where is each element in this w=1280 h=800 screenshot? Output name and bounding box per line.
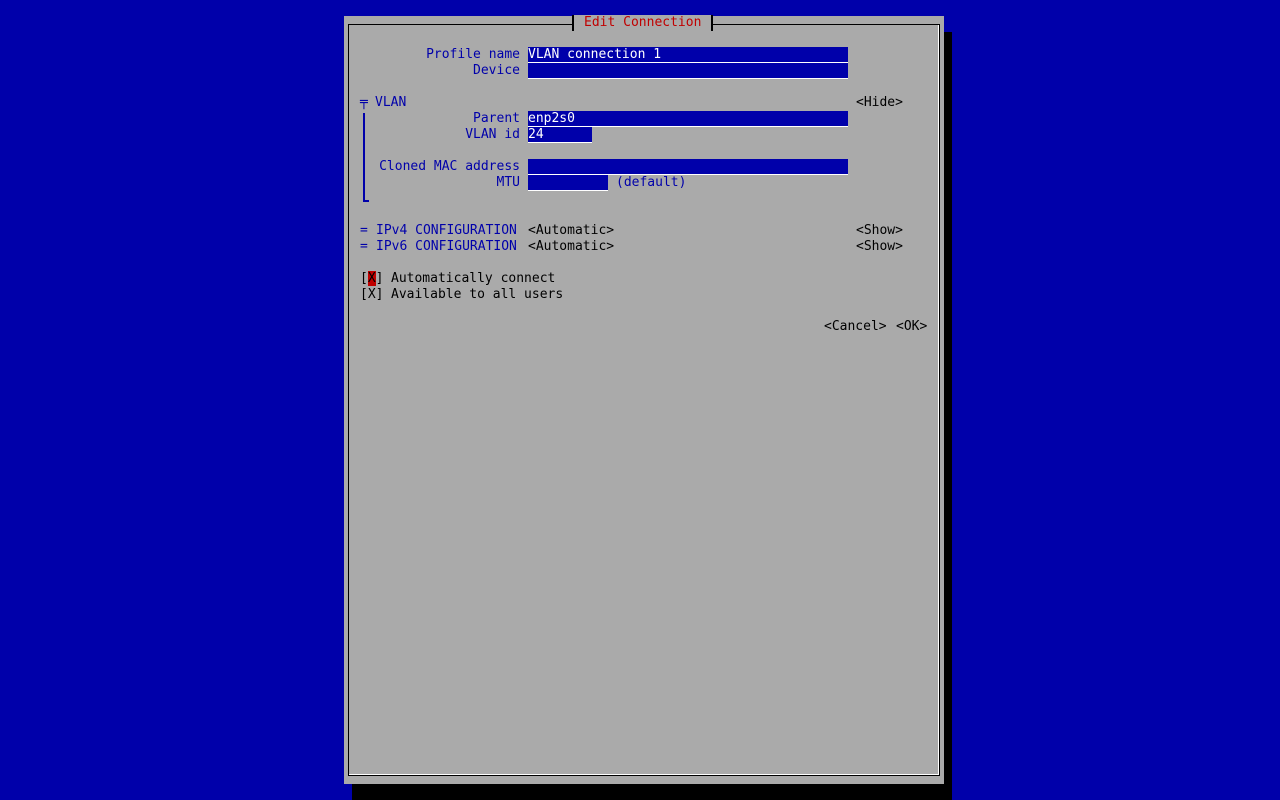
cloned-mac-label: Cloned MAC address xyxy=(379,159,520,174)
ipv6-config-label: IPv6 CONFIGURATION xyxy=(376,239,517,254)
vlan-section-header: VLAN xyxy=(375,95,407,110)
vlan-section-bracket-end xyxy=(363,200,369,202)
ipv4-mode-dropdown[interactable]: <Automatic> xyxy=(528,223,615,238)
auto-connect-check-mark: X xyxy=(367,271,376,286)
dialog-title: Edit Connection xyxy=(572,15,713,31)
profile-name-input[interactable]: VLAN connection 1 xyxy=(528,47,848,63)
mtu-input[interactable] xyxy=(528,175,608,191)
ipv6-section-marker[interactable]: = xyxy=(360,239,368,254)
auto-connect-checkbox[interactable]: [X] xyxy=(360,271,384,286)
cancel-button[interactable]: <Cancel> xyxy=(824,319,887,334)
device-label: Device xyxy=(473,63,520,78)
vlan-id-label: VLAN id xyxy=(465,127,520,142)
ok-button[interactable]: <OK> xyxy=(896,319,928,334)
cloned-mac-input[interactable] xyxy=(528,159,848,175)
ipv4-section-marker[interactable]: = xyxy=(360,223,368,238)
profile-name-label: Profile name xyxy=(426,47,520,62)
all-users-label: Available to all users xyxy=(391,287,564,302)
mtu-label: MTU xyxy=(496,175,520,190)
auto-connect-label: Automatically connect xyxy=(391,271,556,286)
ipv6-show-button[interactable]: <Show> xyxy=(856,239,903,254)
vlan-id-input[interactable]: 24 xyxy=(528,127,592,143)
device-input[interactable] xyxy=(528,63,848,79)
ipv6-mode-dropdown[interactable]: <Automatic> xyxy=(528,239,615,254)
vlan-section-marker[interactable]: ╤ xyxy=(360,95,368,110)
edit-connection-dialog xyxy=(344,16,944,784)
mtu-default-hint: (default) xyxy=(616,175,687,190)
ipv4-show-button[interactable]: <Show> xyxy=(856,223,903,238)
ipv4-config-label: IPv4 CONFIGURATION xyxy=(376,223,517,238)
parent-input[interactable]: enp2s0 xyxy=(528,111,848,127)
all-users-checkbox[interactable]: [X] xyxy=(360,287,384,302)
parent-label: Parent xyxy=(473,111,520,126)
all-users-check-mark: X xyxy=(367,287,376,302)
vlan-hide-button[interactable]: <Hide> xyxy=(856,95,903,110)
